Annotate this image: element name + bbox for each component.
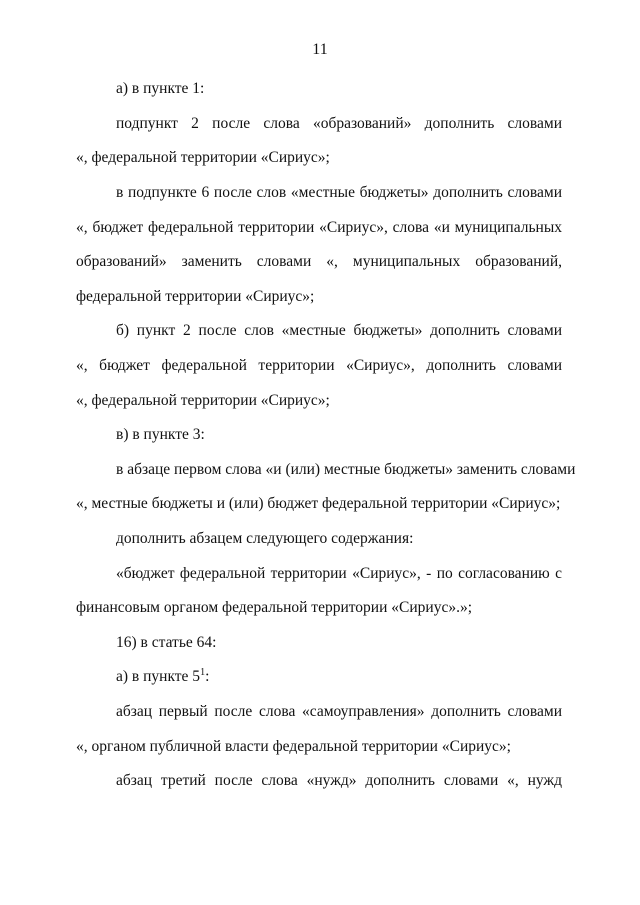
text-line: образований» заменить словами «, муниципальных образований, <box>76 253 562 270</box>
text-line: «, органом публичной власти федеральной территории «Сириус»; <box>76 738 511 755</box>
text-fragment: а) в пункте 5 <box>116 668 201 685</box>
text-line: абзац третий после слова «нужд» дополнить словами «, нужд <box>116 772 562 789</box>
text-line: федеральной территории «Сириус»; <box>76 288 315 305</box>
text-line: «, бюджет федеральной территории «Сириус», дополнить словами <box>76 357 562 374</box>
text-line: «, местные бюджеты и (или) бюджет федеральной территории «Сириус»; <box>76 495 561 512</box>
text-line: в подпункте 6 после слов «местные бюджеты» дополнить словами <box>116 184 562 201</box>
text-line: абзац первый после слова «самоуправления» дополнить словами <box>116 703 562 720</box>
text-line: «, федеральной территории «Сириус»; <box>76 392 330 409</box>
page-number: 11 <box>312 41 328 58</box>
text-line: в абзаце первом слова «и (или) местные бюджеты» заменить словами <box>116 461 576 478</box>
text-line: подпункт 2 после слова «образований» дополнить словами <box>116 115 562 132</box>
text-line: в) в пункте 3: <box>116 426 205 443</box>
text-fragment: : <box>205 668 210 685</box>
text-line: 16) в статье 64: <box>116 634 217 651</box>
text-line: а) в пункте 1: <box>116 80 205 97</box>
text-line: «, бюджет федеральной территории «Сириус», слова «и муниципальных <box>76 219 562 236</box>
text-line: «, федеральной территории «Сириус»; <box>76 149 330 166</box>
text-line: б) пункт 2 после слов «местные бюджеты» дополнить словами <box>116 322 562 339</box>
text-line: «бюджет федеральной территории «Сириус», - по согласованию с <box>116 565 562 582</box>
text-line: финансовым органом федеральной территории «Сириус».»; <box>76 599 473 616</box>
text-line <box>116 667 562 687</box>
text-line: дополнить абзацем следующего содержания: <box>116 530 414 547</box>
superscript: 1 <box>200 666 206 678</box>
